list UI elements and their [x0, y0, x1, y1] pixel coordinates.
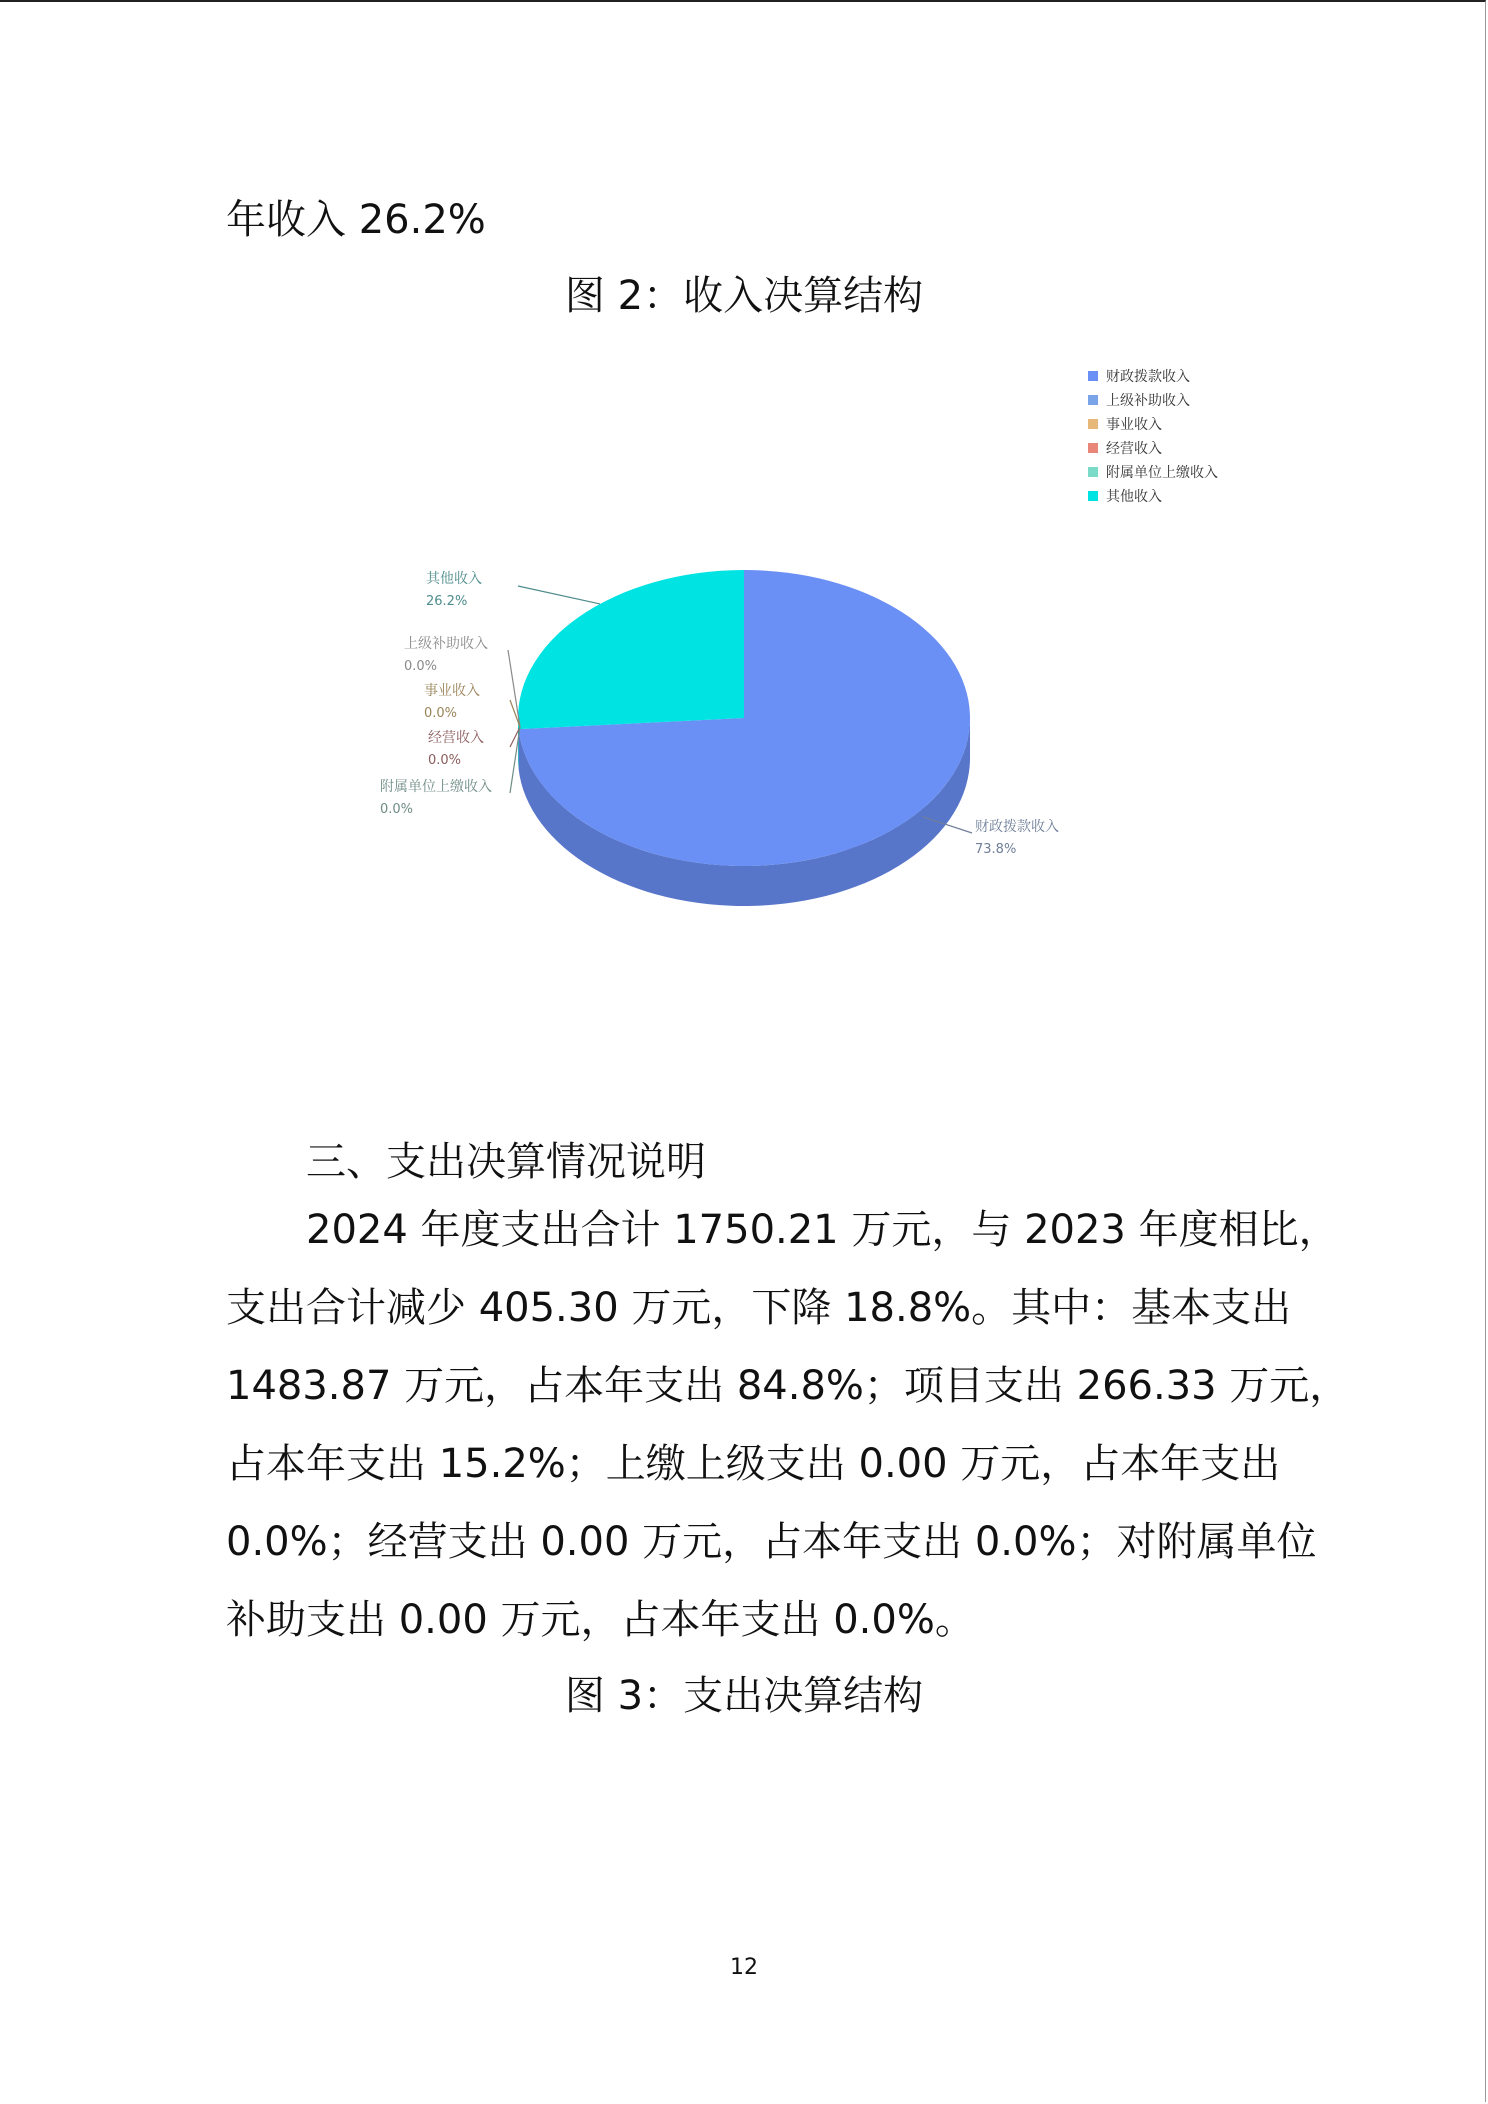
slice-0-value-label: 73.8% [975, 842, 1017, 857]
slice-1-label: 上级补助收入 [404, 636, 488, 652]
slice-1-leader-line [508, 650, 520, 727]
paragraph-tail-line: 年收入 26.2% [226, 197, 486, 243]
figure-3-caption: 图 3：支出决算结构 [564, 1673, 924, 1719]
legend-label-3: 经营收入 [1106, 441, 1162, 457]
slice-3-value-label: 0.0% [428, 753, 462, 768]
paragraph-line-5: 0.0%；经营支出 0.00 万元，占本年支出 0.0%；对附属单位 [226, 1519, 1317, 1565]
legend-swatch-4 [1088, 467, 1098, 477]
chart-legend [1088, 368, 1218, 505]
legend-swatch-2 [1088, 419, 1098, 429]
paragraph-line-6: 补助支出 0.00 万元，占本年支出 0.0%。 [226, 1597, 975, 1643]
slice-4-label: 附属单位上缴收入 [380, 779, 492, 795]
slice-2-label: 事业收入 [424, 683, 480, 699]
legend-swatch-1 [1088, 395, 1098, 405]
legend-swatch-0 [1088, 371, 1098, 381]
paragraph-line-4: 占本年支出 15.2%；上缴上级支出 0.00 万元，占本年支出 [226, 1441, 1281, 1487]
legend-swatch-3 [1088, 443, 1098, 453]
paragraph-line-2: 支出合计减少 405.30 万元，下降 18.8%。其中：基本支出 [226, 1285, 1292, 1331]
income-structure-pie-chart [0, 0, 1488, 1000]
slice-4-value-label: 0.0% [380, 802, 414, 817]
slice-3-label: 经营收入 [428, 730, 484, 746]
slice-5-leader-line [518, 586, 600, 604]
page-number: 12 [730, 1955, 758, 1980]
paragraph-line-3: 1483.87 万元，占本年支出 84.8%；项目支出 266.33 万元， [226, 1363, 1350, 1409]
legend-label-5: 其他收入 [1106, 489, 1162, 505]
pie-3d-group [518, 570, 970, 906]
slice-2-value-label: 0.0% [424, 706, 458, 721]
legend-label-0: 财政拨款收入 [1106, 369, 1190, 385]
legend-label-2: 事业收入 [1106, 417, 1162, 433]
slice-5-value-label: 26.2% [426, 594, 468, 609]
legend-label-1: 上级补助收入 [1106, 393, 1190, 409]
slice-1-value-label: 0.0% [404, 659, 438, 674]
legend-swatch-5 [1088, 491, 1098, 501]
paragraph-line-1: 2024 年度支出合计 1750.21 万元，与 2023 年度相比， [306, 1207, 1339, 1253]
legend-label-4: 附属单位上缴收入 [1106, 465, 1218, 481]
section-heading: 三、支出决算情况说明 [306, 1139, 706, 1185]
slice-0-label: 财政拨款收入 [975, 819, 1059, 835]
figure-2-caption: 图 2：收入决算结构 [564, 273, 924, 319]
slice-5-label: 其他收入 [426, 571, 482, 587]
